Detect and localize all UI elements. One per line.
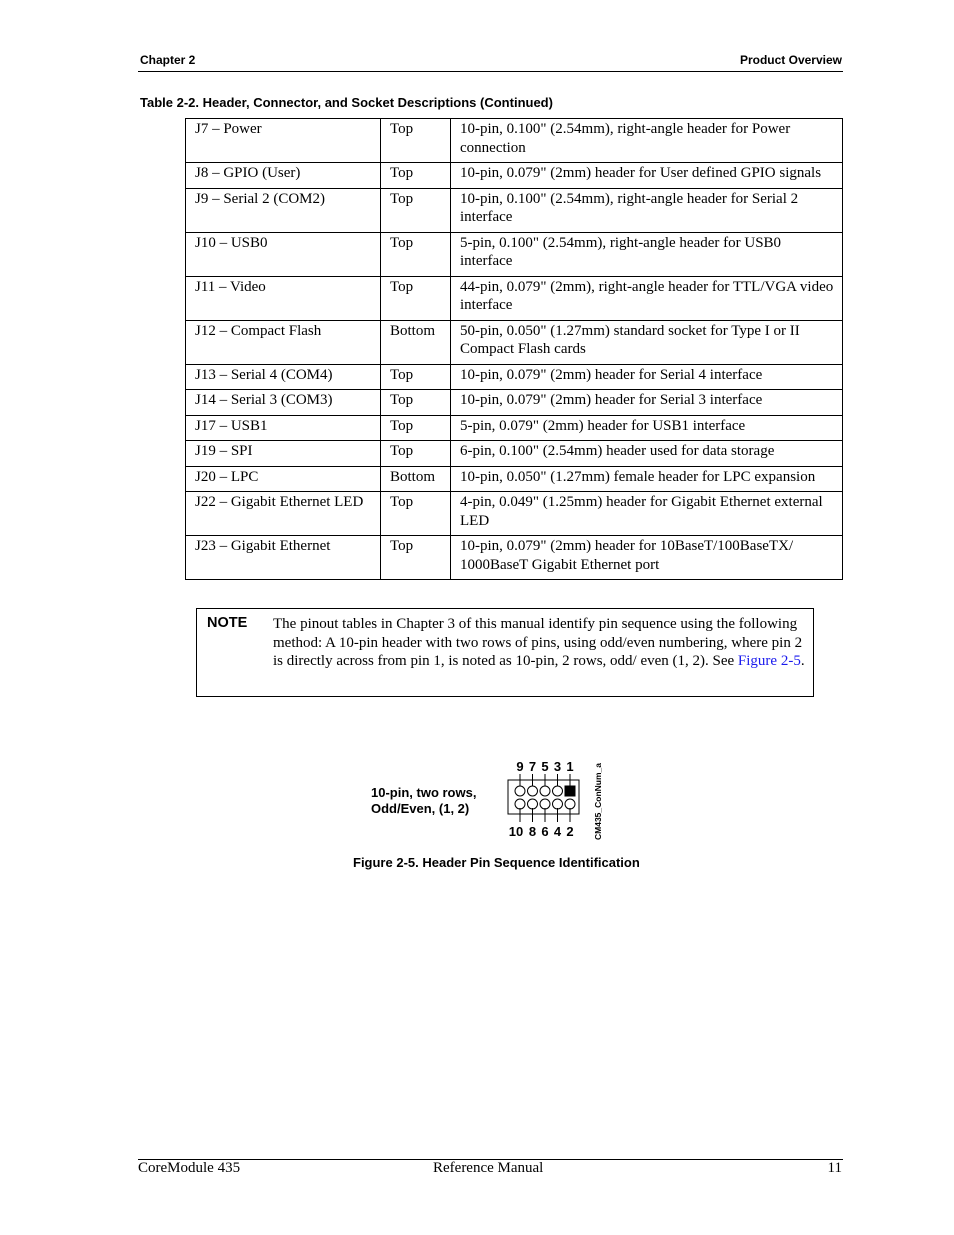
note-body: The pinout tables in Chapter 3 of this manual identify pin sequence using the following method: A 10-pin header with two rows of pins, using odd/even numbering, where pin 2 is directly across from pin 1, is noted as 10-pin, 2 rows, odd/ even (1, 2). See — [273, 616, 803, 670]
footer-doc-title: Reference Manual — [433, 1160, 544, 1176]
figure-label-line2: Odd/Even, (1, 2) — [371, 801, 470, 816]
connector-cell: J22 – Gigabit Ethernet LED — [186, 492, 381, 536]
note-box — [196, 608, 814, 697]
description-cell: 10-pin, 0.100" (2.54mm), right-angle header for Serial 2 interface — [451, 188, 843, 232]
pin-circle — [540, 786, 550, 796]
note-end: . — [800, 653, 805, 670]
description-cell: 5-pin, 0.079" (2mm) header for USB1 interface — [451, 415, 843, 441]
location-cell: Top — [381, 390, 451, 416]
pin-circle — [515, 786, 525, 796]
bottom-pin-number: 10 — [508, 824, 524, 839]
table-row — [186, 441, 843, 467]
description-cell: 44-pin, 0.079" (2mm), right-angle header for TTL/VGA video interface — [451, 276, 843, 320]
location-cell: Top — [381, 536, 451, 580]
top-pin-numbers — [516, 759, 573, 774]
location-cell: Top — [381, 119, 451, 163]
description-cell: 5-pin, 0.100" (2.54mm), right-angle header for USB0 interface — [451, 232, 843, 276]
bottom-pin-numbers — [509, 824, 574, 839]
pin-circle — [528, 799, 538, 809]
table-caption: Table 2-2. Header, Connector, and Socket Descriptions (Continued) — [140, 95, 553, 110]
figure-caption: Figure 2-5. Header Pin Sequence Identification — [353, 855, 640, 870]
connector-cell: J10 – USB0 — [186, 232, 381, 276]
connector-cell: J11 – Video — [186, 276, 381, 320]
location-cell: Bottom — [381, 320, 451, 364]
connector-cell: J20 – LPC — [186, 466, 381, 492]
connector-cell: J17 – USB1 — [186, 415, 381, 441]
bottom-pin-number: 6 — [541, 824, 549, 839]
description-cell: 50-pin, 0.050" (1.27mm) standard socket for Type I or II Compact Flash cards — [451, 320, 843, 364]
description-cell: 10-pin, 0.079" (2mm) header for Serial 4 interface — [451, 364, 843, 390]
location-cell: Top — [381, 232, 451, 276]
description-cell: 6-pin, 0.100" (2.54mm) header used for data storage — [451, 441, 843, 467]
header-rule — [138, 71, 843, 72]
table-row — [186, 232, 843, 276]
header-pin-diagram — [500, 750, 610, 845]
pin-circle — [565, 799, 575, 809]
connector-table-body — [186, 119, 843, 580]
pin-circle — [553, 799, 563, 809]
description-cell: 10-pin, 0.079" (2mm) header for 10BaseT/100BaseTX/ 1000BaseT Gigabit Ethernet port — [451, 536, 843, 580]
table-row — [186, 163, 843, 189]
table-row — [186, 188, 843, 232]
table-row — [186, 320, 843, 364]
table-row — [186, 466, 843, 492]
pin-leader-lines — [520, 774, 570, 822]
bottom-pin-number: 2 — [566, 824, 574, 839]
top-pin-number: 3 — [553, 759, 562, 774]
location-cell: Top — [381, 415, 451, 441]
connector-cell: J23 – Gigabit Ethernet — [186, 536, 381, 580]
location-cell: Top — [381, 364, 451, 390]
top-pin-number: 7 — [528, 759, 537, 774]
table-row — [186, 119, 843, 163]
pin-1-square — [565, 786, 576, 797]
top-pin-number: 5 — [541, 759, 549, 774]
description-cell: 10-pin, 0.079" (2mm) header for User defined GPIO signals — [451, 163, 843, 189]
figure-code: CM435_ConNum_a — [593, 763, 603, 840]
pin-circle — [540, 799, 550, 809]
location-cell: Top — [381, 188, 451, 232]
location-cell: Top — [381, 492, 451, 536]
table-row — [186, 415, 843, 441]
note-text — [273, 615, 809, 671]
footer-page-number: 11 — [827, 1160, 842, 1176]
pin-grid — [515, 786, 576, 810]
connector-table — [185, 118, 843, 580]
location-cell: Top — [381, 276, 451, 320]
table-row — [186, 492, 843, 536]
location-cell: Bottom — [381, 466, 451, 492]
description-cell: 10-pin, 0.079" (2mm) header for Serial 3 interface — [451, 390, 843, 416]
figure-label-line1: 10-pin, two rows, — [371, 785, 477, 800]
pin-circle — [553, 786, 563, 796]
table-row — [186, 390, 843, 416]
bottom-pin-number: 8 — [528, 824, 537, 839]
connector-cell: J9 – Serial 2 (COM2) — [186, 188, 381, 232]
connector-cell: J19 – SPI — [186, 441, 381, 467]
description-cell: 10-pin, 0.050" (1.27mm) female header for LPC expansion — [451, 466, 843, 492]
connector-cell: J7 – Power — [186, 119, 381, 163]
location-cell: Top — [381, 441, 451, 467]
table-row — [186, 536, 843, 580]
connector-cell: J14 – Serial 3 (COM3) — [186, 390, 381, 416]
table-row — [186, 364, 843, 390]
connector-cell: J12 – Compact Flash — [186, 320, 381, 364]
top-pin-number: 1 — [566, 759, 574, 774]
note-label: NOTE — [207, 615, 248, 631]
connector-cell: J8 – GPIO (User) — [186, 163, 381, 189]
description-cell: 10-pin, 0.100" (2.54mm), right-angle header for Power connection — [451, 119, 843, 163]
bottom-pin-number: 4 — [553, 824, 562, 839]
footer-product: CoreModule 435 — [138, 1160, 241, 1176]
top-pin-number: 9 — [516, 759, 524, 774]
connector-cell: J13 – Serial 4 (COM4) — [186, 364, 381, 390]
description-cell: 4-pin, 0.049" (1.25mm) header for Gigabit Ethernet external LED — [451, 492, 843, 536]
header-section: Product Overview — [739, 53, 842, 67]
pin-circle — [528, 786, 538, 796]
table-row — [186, 276, 843, 320]
figure-link[interactable]: Figure 2-5 — [737, 653, 801, 670]
location-cell: Top — [381, 163, 451, 189]
pin-circle — [515, 799, 525, 809]
header-chapter: Chapter 2 — [140, 53, 196, 67]
